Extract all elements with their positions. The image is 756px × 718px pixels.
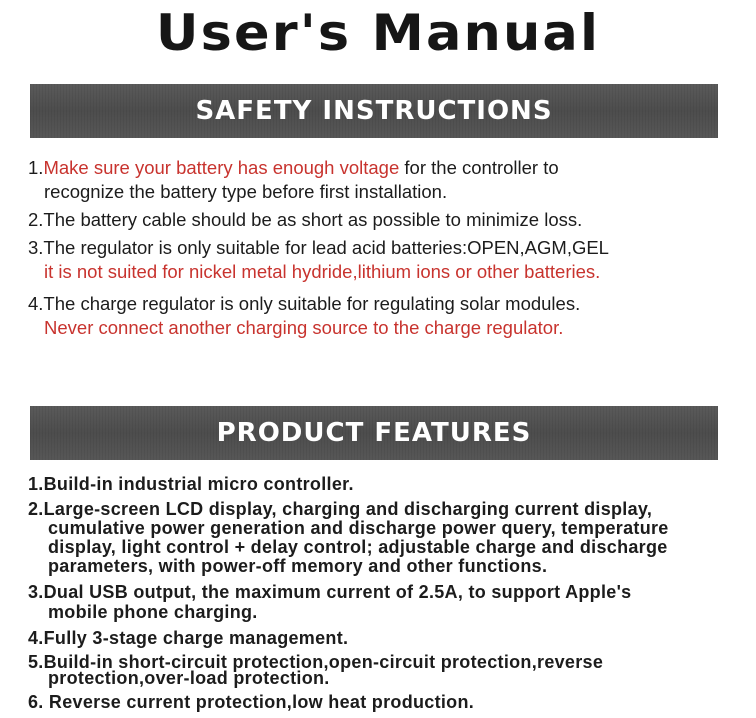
feature-item [28, 474, 738, 494]
safety-item-warning: it is not suited for nickel metal hydride,lithium ions or other batteries. [44, 261, 601, 282]
feature-item-text: 3.Dual USB output, the maximum current of 2.5A, to support Apple's [28, 582, 632, 602]
feature-item-continuation: protection,over-load protection. [48, 668, 330, 688]
safety-item [28, 236, 738, 284]
safety-item [28, 156, 738, 204]
feature-item [28, 654, 738, 686]
feature-item-text: 6. Reverse current protection,low heat production. [28, 692, 475, 712]
safety-instructions-banner [30, 84, 718, 138]
safety-item-text: for the controller to [399, 157, 559, 178]
safety-item-text: 3.The regulator is only suitable for lead acid batteries:OPEN,AGM,GEL [28, 237, 609, 258]
safety-instructions-heading: SAFETY INSTRUCTIONS [195, 96, 553, 126]
product-features-list [28, 474, 738, 718]
feature-item [28, 692, 738, 712]
page-title: User's Manual [155, 4, 601, 62]
product-features-banner [30, 406, 718, 460]
feature-item [28, 628, 738, 648]
feature-item-text: 1.Build-in industrial micro controller. [28, 474, 354, 494]
feature-item-continuation: cumulative power generation and discharge power query, temperature [48, 518, 669, 538]
feature-item-text: 5.Build-in short-circuit protection,open-circuit protection,reverse [28, 652, 604, 672]
safety-instructions-list [28, 156, 738, 340]
product-features-heading: PRODUCT FEATURES [216, 418, 532, 448]
feature-item-text: 4.Fully 3-stage charge management. [28, 628, 349, 648]
safety-item-text: 4.The charge regulator is only suitable for regulating solar modules. [28, 293, 581, 314]
feature-item [28, 500, 738, 576]
safety-item-continuation: recognize the battery type before first installation. [44, 181, 448, 202]
safety-item [28, 292, 738, 340]
feature-item-text: 2.Large-screen LCD display, charging and discharging current display, [28, 499, 653, 519]
safety-item [28, 208, 738, 232]
feature-item [28, 582, 738, 622]
feature-item-continuation: mobile phone charging. [48, 602, 258, 622]
safety-item-warning: Never connect another charging source to the charge regulator. [44, 317, 564, 338]
feature-item-continuation: parameters, with power-off memory and other functions. [48, 556, 548, 576]
safety-item-number: 1. [28, 157, 44, 178]
safety-item-text: 2.The battery cable should be as short as possible to minimize loss. [28, 209, 583, 230]
feature-item-continuation: display, light control + delay control; adjustable charge and discharge [48, 537, 668, 557]
safety-item-warning: Make sure your battery has enough voltage [43, 157, 400, 178]
